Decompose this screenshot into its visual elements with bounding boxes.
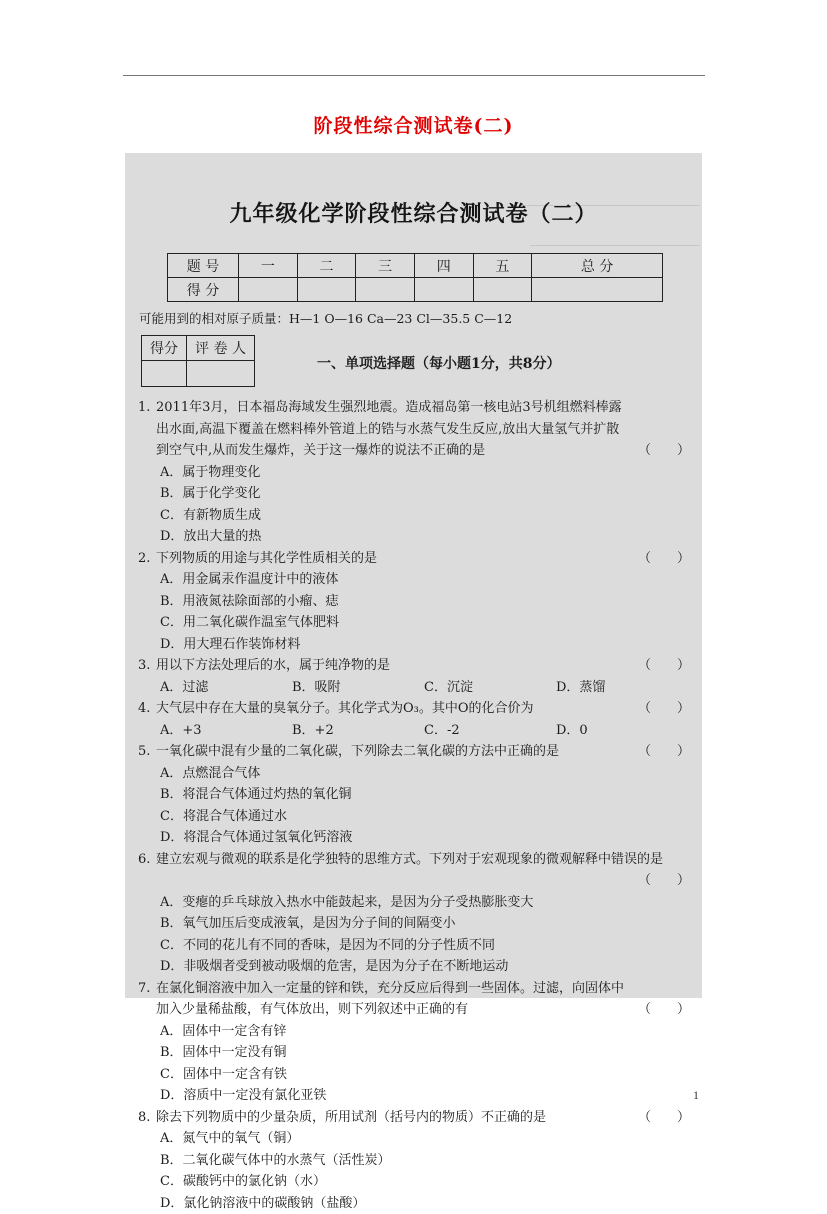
option-b: B．用液氮祛除面部的小瘤、痣 [160, 591, 426, 613]
question-text: 大气层中存在大量的臭氧分子。其化学式为O₃。其中O的化合价为 [156, 701, 534, 716]
question-8 [138, 1107, 690, 1214]
question-number: 7. [138, 978, 150, 1000]
option-d: D．用大理石作装饰材料 [160, 634, 426, 656]
score-cell-2: 二 [297, 254, 356, 278]
option-a: A．氮气中的氧气（铜） [160, 1128, 426, 1150]
question-text: 用以下方法处理后的水，属于纯净物的是 [156, 658, 390, 673]
option-a: A．过滤 [160, 677, 292, 699]
option-c: C．固体中一定含有铁 [160, 1064, 426, 1086]
question-7 [138, 978, 690, 1107]
option-a: A．属于物理变化 [160, 462, 426, 484]
option-c: C．不同的花儿有不同的香味，是因为不同的分子性质不同 [160, 935, 690, 957]
option-c: C．有新物质生成 [160, 505, 426, 527]
score-cell-5: 五 [473, 254, 532, 278]
score-cell-1: 一 [239, 254, 298, 278]
question-text: 建立宏观与微观的联系是化学独特的思维方式。下列对于宏观现象的微观解释中错误的是 [156, 852, 663, 867]
score-cell-3: 三 [356, 254, 415, 278]
answer-paren: （ ） [638, 698, 690, 720]
option-b: B．+2 [292, 720, 424, 742]
question-number: 4. [138, 698, 150, 720]
answer-paren: （ ） [638, 999, 690, 1021]
score-row-label: 得 分 [168, 278, 239, 302]
question-4 [138, 698, 690, 741]
document-title: 阶段性综合测试卷(二) [0, 111, 827, 138]
option-b: B．属于化学变化 [160, 483, 426, 505]
option-c: C．碳酸钙中的氯化钠（水） [160, 1171, 426, 1193]
question-text: 2011年3月，日本福岛海域发生强烈地震。造成福岛第一核电站3号机组燃料棒露出水面,高温下覆盖在燃料棒外管道上的锆与水蒸气发生反应,放出大量氢气并扩散到空气中,从而发生爆炸，关于这一爆炸的说法不正确的是 [156, 400, 622, 458]
question-text: 在氯化铜溶液中加入一定量的锌和铁，充分反应后得到一些固体。过滤，向固体中加入少量稀盐酸，有气体放出，则下列叙述中正确的有 [156, 981, 624, 1018]
score-table-value-row [168, 278, 663, 302]
question-number: 2. [138, 548, 150, 570]
option-a: A．固体中一定含有锌 [160, 1021, 426, 1043]
exam-title: 九年级化学阶段性综合测试卷（二） [125, 197, 702, 228]
option-c: C．用二氧化碳作温室气体肥料 [160, 612, 426, 634]
atomic-masses: 可能用到的相对原子质量：H—1 O—16 Ca—23 Cl—35.5 C—12 [139, 309, 512, 327]
option-b: B．固体中一定没有铜 [160, 1042, 426, 1064]
option-d: D．放出大量的热 [160, 526, 426, 548]
question-text: 除去下列物质中的少量杂质，所用试剂（括号内的物质）不正确的是 [156, 1110, 546, 1125]
question-5 [138, 741, 690, 849]
option-b: B．吸附 [292, 677, 424, 699]
grader-table [141, 335, 255, 387]
answer-paren: （ ） [638, 655, 690, 677]
score-table [167, 253, 663, 302]
score-cell-4: 四 [414, 254, 473, 278]
header-rule [123, 75, 705, 76]
option-c: C．将混合气体通过水 [160, 806, 426, 828]
question-1 [138, 397, 690, 548]
option-a: A．用金属汞作温度计中的液体 [160, 569, 426, 591]
question-text: 一氧化碳中混有少量的二氧化碳，下列除去二氧化碳的方法中正确的是 [156, 744, 559, 759]
question-list [138, 397, 690, 1214]
score-cell-total: 总 分 [532, 254, 663, 278]
answer-paren: （ ） [638, 741, 690, 763]
answer-paren: （ ） [638, 440, 690, 462]
question-2 [138, 548, 690, 656]
answer-paren: （ ） [638, 1107, 690, 1129]
option-c: C．沉淀 [424, 677, 556, 699]
answer-paren: （ ） [638, 548, 690, 570]
option-d: D．氯化钠溶液中的碳酸钠（盐酸） [160, 1193, 426, 1214]
question-number: 8. [138, 1107, 150, 1129]
question-number: 3. [138, 655, 150, 677]
score-table-header-row [168, 254, 663, 278]
grader-score-label: 得分 [142, 336, 187, 361]
option-b: B．将混合气体通过灼热的氧化铜 [160, 784, 426, 806]
option-b: B．二氧化碳气体中的水蒸气（活性炭） [160, 1150, 426, 1172]
option-c: C．-2 [424, 720, 556, 742]
section-heading: 一、单项选择题（每小题1分，共8分） [317, 353, 560, 373]
scanned-exam-page [125, 153, 702, 998]
page-number: 1 [693, 1088, 699, 1103]
option-a: A．点燃混合气体 [160, 763, 426, 785]
option-a: A．+3 [160, 720, 292, 742]
answer-paren: （ ） [638, 873, 690, 888]
question-3 [138, 655, 690, 698]
question-text: 下列物质的用途与其化学性质相关的是 [156, 551, 377, 566]
option-a: A．变瘪的乒乓球放入热水中能鼓起来，是因为分子受热膨胀变大 [160, 892, 690, 914]
option-d: D．非吸烟者受到被动吸烟的危害，是因为分子在不断地运动 [160, 956, 690, 978]
option-d: D．蒸馏 [556, 677, 688, 699]
option-d: D．溶质中一定没有氯化亚铁 [160, 1085, 426, 1107]
question-number: 1. [138, 397, 150, 419]
question-number: 5. [138, 741, 150, 763]
option-d: D．0 [556, 720, 688, 742]
question-6 [138, 849, 690, 978]
score-cell-label: 题 号 [168, 254, 239, 278]
question-number: 6. [138, 849, 150, 871]
grader-label: 评 卷 人 [187, 336, 255, 361]
option-d: D．将混合气体通过氢氧化钙溶液 [160, 827, 426, 849]
option-b: B．氧气加压后变成液氧，是因为分子间的间隔变小 [160, 913, 690, 935]
